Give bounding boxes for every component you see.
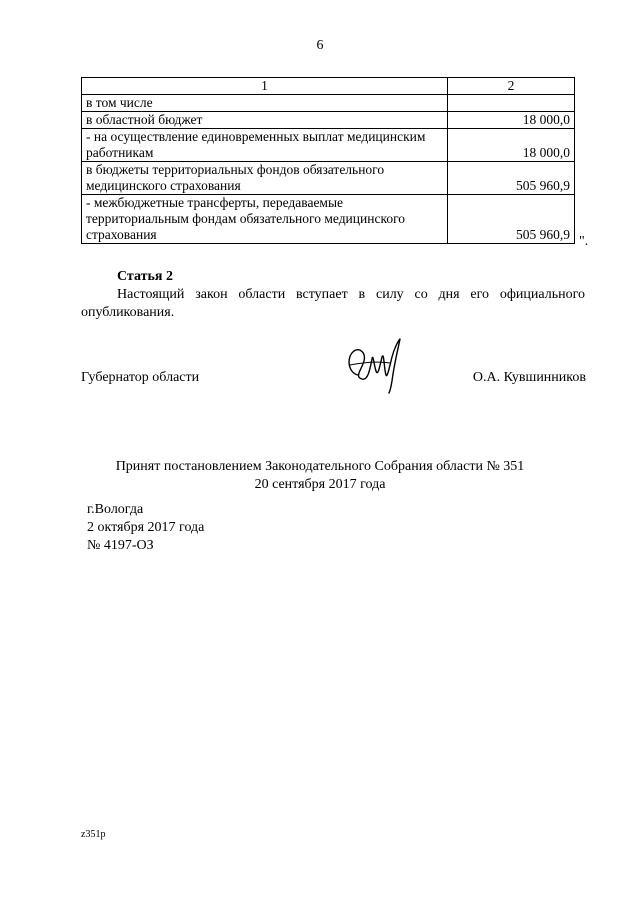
row-label: в том числе xyxy=(82,95,448,112)
city: г.Вологда xyxy=(87,502,144,517)
page-number: 6 xyxy=(316,38,324,53)
row-value: 18 000,0 xyxy=(448,112,575,129)
table-row xyxy=(82,195,575,244)
governor-name: О.А. Кувшинников xyxy=(472,370,586,385)
adoption-line-2: 20 сентября 2017 года xyxy=(254,477,386,492)
article-2 xyxy=(81,268,585,322)
row-label: в бюджеты территориальных фондов обязательного медицинского страхования xyxy=(82,162,448,195)
article-text: Настоящий закон области вступает в силу со дня его официального опубликования. xyxy=(81,287,585,320)
budget-table xyxy=(81,77,575,244)
table-header-col-2: 2 xyxy=(448,78,575,95)
row-value xyxy=(448,95,575,112)
law-number: № 4197-ОЗ xyxy=(87,538,154,553)
document-code: z351p xyxy=(81,829,106,840)
adoption-note xyxy=(0,458,640,494)
row-value: 18 000,0 xyxy=(448,129,575,162)
adoption-line-1: Принят постановлением Законодательного Собрания области № 351 xyxy=(115,459,525,474)
row-value: 505 960,9 xyxy=(448,195,575,244)
row-label: - на осуществление единовременных выплат медицинским работникам xyxy=(82,129,448,162)
table-row xyxy=(82,162,575,195)
governor-title: Губернатор области xyxy=(81,370,200,385)
table-row xyxy=(82,95,575,112)
table-header-col-1: 1 xyxy=(82,78,448,95)
table-row xyxy=(82,129,575,162)
row-value: 505 960,9 xyxy=(448,162,575,195)
table-header-row xyxy=(82,78,575,95)
table-row xyxy=(82,112,575,129)
row-label: в областной бюджет xyxy=(82,112,448,129)
closing-quote: ". xyxy=(579,234,589,249)
article-title: Статья 2 xyxy=(117,269,173,284)
row-label: - межбюджетные трансферты, передаваемые территориальным фондам обязательного медицинского страхования xyxy=(82,195,448,244)
place-date-block xyxy=(87,501,204,555)
signing-date: 2 октября 2017 года xyxy=(87,520,205,535)
handwritten-signature xyxy=(340,335,410,395)
